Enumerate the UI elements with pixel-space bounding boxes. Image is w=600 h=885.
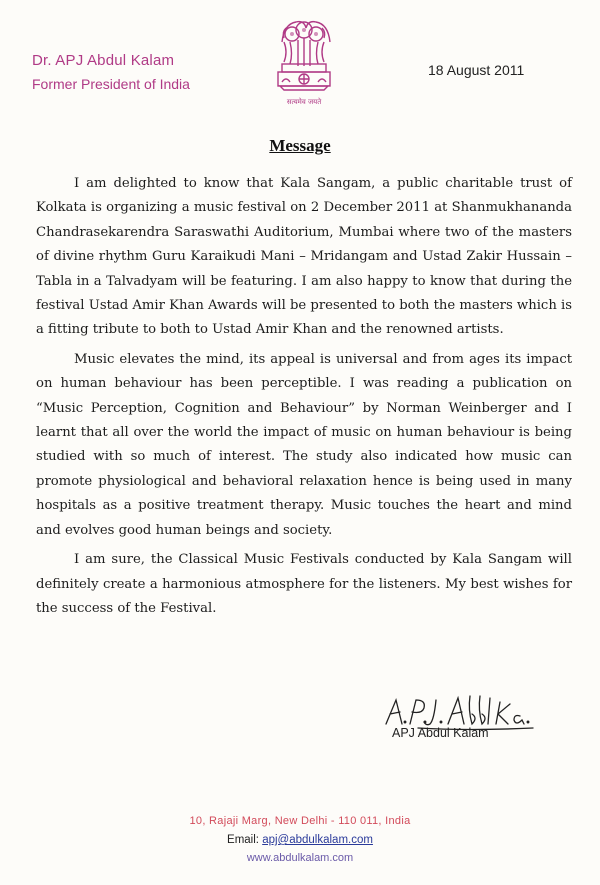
letterhead-name: Dr. APJ Abdul Kalam xyxy=(32,52,175,69)
email-link[interactable]: apj@abdulkalam.com xyxy=(262,834,373,846)
footer-website[interactable]: www.abdulkalam.com xyxy=(246,852,354,864)
paragraph: I am delighted to know that Kala Sangam, a public charitable trust of Kolkata is organizing a music festival on 2 December 2011 at Shanmukhananda Chandrasekarendra Saraswathi Auditorium, Mumbai where two of the masters of divine rhythm Guru Karaikudi Mani – Mridangam and Ustad Zakir Hussain – Tabla in a Talvadyam will be featuring. I am also happy to know that during the festival Ustad Amir Khan Awards will be presented to both the masters which is a fitting tribute to both to Ustad Amir Khan and the renowned artists. xyxy=(36,176,572,338)
national-emblem-icon xyxy=(268,8,340,120)
message-body xyxy=(36,172,572,626)
letterhead-role: Former President of India xyxy=(32,76,190,92)
letter-date: 18 August 2011 xyxy=(428,62,525,78)
signatory-name: APJ Abdul Kalam xyxy=(392,726,489,740)
email-label: Email: xyxy=(227,834,259,846)
footer-email-line xyxy=(0,834,600,846)
message-title: Message xyxy=(269,136,331,155)
emblem-motto: सत्यमेव जयते xyxy=(286,98,322,106)
footer-address: 10, Rajaji Marg, New Delhi - 110 011, India xyxy=(189,815,411,827)
paragraph: I am sure, the Classical Music Festivals conducted by Kala Sangam will definitely create a harmonious atmosphere for the listeners. My best wishes for the success of the Festival. xyxy=(36,552,572,616)
paragraph: Music elevates the mind, its appeal is universal and from ages its impact on human behaviour has been perceptible. I was reading a publication on “Music Perception, Cognition and Behaviour” by Norman Weinberger and I learnt that all over the world the impact of music on human behaviour is being studied with so much of interest. The study also indicated how music can promote physiological and behavioral relaxation hence is being used in many hospitals as a positive treatment therapy. Music touches the heart and mind and evolves good human beings and society. xyxy=(36,351,572,538)
